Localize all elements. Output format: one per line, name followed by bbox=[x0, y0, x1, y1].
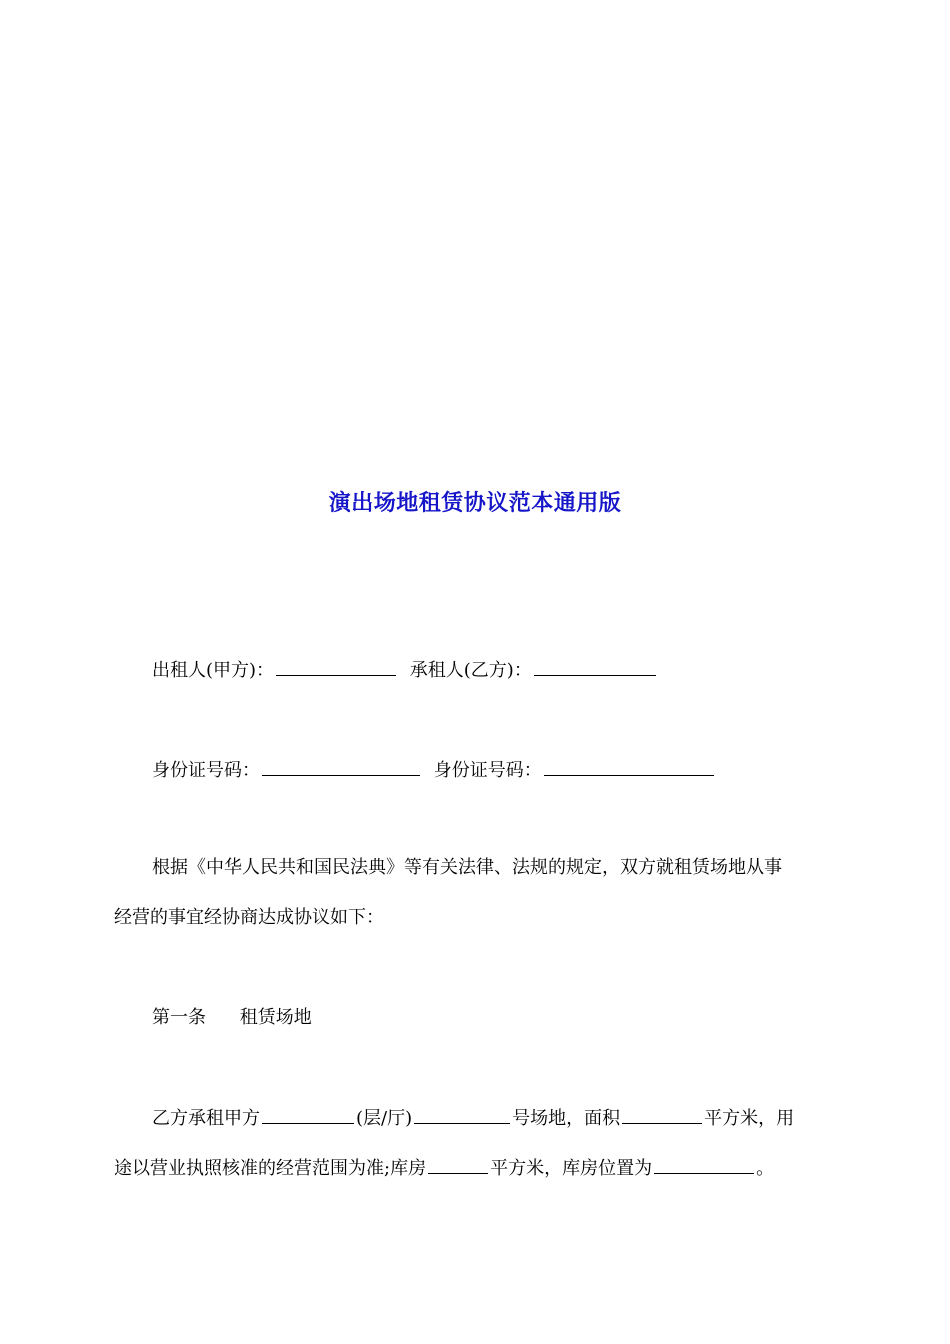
lessee-blank bbox=[534, 657, 656, 676]
storage-area-blank bbox=[428, 1155, 488, 1174]
area-blank bbox=[622, 1105, 702, 1124]
venue-number-blank bbox=[414, 1105, 510, 1124]
preamble-line-1: 根据《中华人民共和国民法典》等有关法律、法规的规定，双方就租赁场地从事 bbox=[152, 857, 782, 878]
lessor-label: 出租人(甲方)： bbox=[152, 660, 275, 681]
clause-seg-3: 号场地，面积 bbox=[512, 1108, 621, 1129]
article-1-heading bbox=[152, 1005, 312, 1031]
lessee-label: 承租人(乙方)： bbox=[409, 660, 532, 681]
clause-1-line-1 bbox=[152, 1105, 794, 1132]
floor-blank bbox=[262, 1105, 354, 1124]
clause-seg-7: 。 bbox=[756, 1158, 775, 1179]
storage-location-blank bbox=[654, 1155, 754, 1174]
preamble-line-2: 经营的事宜经协商达成协议如下： bbox=[114, 907, 384, 928]
clause-seg-4: 平方米，用 bbox=[704, 1108, 795, 1129]
clause-seg-6: 平方米，库房位置为 bbox=[490, 1158, 653, 1179]
document-title: 演出场地租赁协议范本通用版 bbox=[328, 490, 622, 516]
lessor-blank bbox=[276, 657, 396, 676]
parties-line bbox=[152, 657, 658, 684]
article-number: 第一条 bbox=[152, 1007, 206, 1028]
lessor-id-blank bbox=[262, 757, 420, 776]
lessee-id-blank bbox=[544, 757, 714, 776]
clause-1-line-2 bbox=[114, 1155, 774, 1182]
clause-seg-5: 途以营业执照核准的经营范围为准;库房 bbox=[114, 1158, 427, 1179]
lessee-id-label: 身份证号码： bbox=[433, 760, 542, 781]
id-line bbox=[152, 757, 716, 784]
lessor-id-label: 身份证号码： bbox=[152, 760, 260, 781]
clause-seg-1: 乙方承租甲方 bbox=[152, 1108, 260, 1129]
article-title: 租赁场地 bbox=[239, 1007, 312, 1028]
clause-seg-2: (层/厅) bbox=[356, 1108, 413, 1129]
